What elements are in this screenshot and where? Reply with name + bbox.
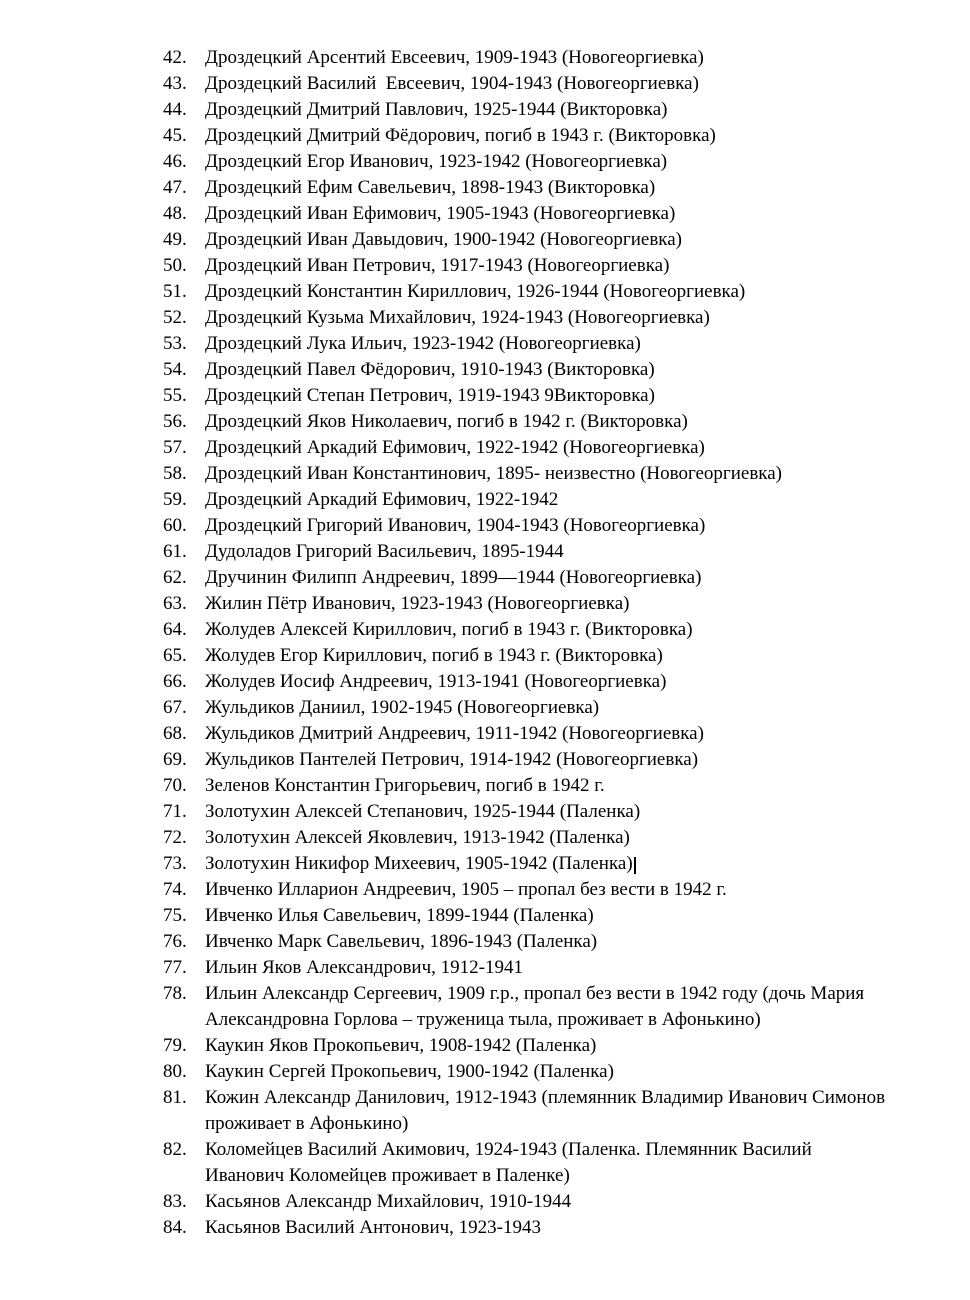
list-item-number: 54. — [163, 359, 187, 380]
list-item — [163, 1215, 915, 1241]
list-item-line — [205, 1215, 915, 1241]
list-item-line — [205, 877, 915, 903]
list-item-line-text: Дроздецкий Константин Кириллович, 1926-1944 (Новогеоргиевка) — [205, 281, 746, 302]
list-item — [163, 565, 915, 591]
list-item-number: 58. — [163, 463, 187, 484]
list-item-text — [205, 799, 915, 825]
list-item — [163, 981, 915, 1033]
list-item-line-text: Зеленов Константин Григорьевич, погиб в 1942 г. — [205, 775, 605, 796]
list-item — [163, 201, 915, 227]
list-item — [163, 825, 915, 851]
list-item-line — [205, 461, 915, 487]
list-item-line-text: Дроздецкий Василий Евсеевич, 1904-1943 (Новогеоргиевка) — [205, 73, 699, 94]
list-item-line-text: Дроздецкий Ефим Савельевич, 1898-1943 (Викторовка) — [205, 177, 656, 198]
list-item-line-text: Золотухин Алексей Степанович, 1925-1944 (Паленка) — [205, 801, 641, 822]
list-item-line-text: Ивченко Марк Савельевич, 1896-1943 (Паленка) — [205, 931, 598, 952]
list-item-text — [205, 695, 915, 721]
list-item-line — [205, 331, 915, 357]
list-item-text — [205, 721, 915, 747]
list-item-number: 62. — [163, 567, 187, 588]
list-item-text — [205, 1059, 915, 1085]
list-item-line-text: Дроздецкий Лука Ильич, 1923-1942 (Новогеоргиевка) — [205, 333, 641, 354]
list-item-line-text: Коломейцев Василий Акимович, 1924-1943 (Паленка. Племянник Василий — [205, 1139, 812, 1160]
list-item-text — [205, 851, 915, 877]
list-item-line — [205, 305, 915, 331]
list-item-number: 42. — [163, 47, 187, 68]
list-item-line-text: Жилин Пётр Иванович, 1923-1943 (Новогеоргиевка) — [205, 593, 630, 614]
list-item — [163, 1137, 915, 1189]
list-item — [163, 175, 915, 201]
list-item-line-text: Жульдиков Дмитрий Андреевич, 1911-1942 (Новогеоргиевка) — [205, 723, 704, 744]
list-item-line — [205, 565, 915, 591]
list-item — [163, 747, 915, 773]
list-item-text — [205, 747, 915, 773]
list-item — [163, 929, 915, 955]
list-item-text — [205, 565, 915, 591]
list-item-text — [205, 903, 915, 929]
list-item-line — [205, 45, 915, 71]
list-item — [163, 123, 915, 149]
list-item-line — [205, 643, 915, 669]
list-item-line — [205, 201, 915, 227]
list-item-line — [205, 227, 915, 253]
list-item-line — [205, 773, 915, 799]
list-item-line — [205, 617, 915, 643]
list-item-line-text: Каукин Яков Прокопьевич, 1908-1942 (Паленка) — [205, 1035, 597, 1056]
list-item-line-text: Дроздецкий Аркадий Ефимович, 1922-1942 — [205, 489, 559, 510]
list-item — [163, 695, 915, 721]
list-item-line-text: Дроздецкий Степан Петрович, 1919-1943 9Викторовка) — [205, 385, 655, 406]
list-item-number: 72. — [163, 827, 187, 848]
list-item-number: 80. — [163, 1061, 187, 1082]
list-item-line — [205, 1137, 915, 1163]
list-item-text — [205, 305, 915, 331]
list-item-line-text: Каукин Сергей Прокопьевич, 1900-1942 (Паленка) — [205, 1061, 614, 1082]
list-item-line-text: Дроздецкий Арсентий Евсеевич, 1909-1943 (Новогеоргиевка) — [205, 47, 704, 68]
list-item-line — [205, 513, 915, 539]
list-item-text — [205, 201, 915, 227]
list-item — [163, 721, 915, 747]
list-item-number: 78. — [163, 983, 187, 1004]
list-item-text — [205, 929, 915, 955]
list-item-number: 67. — [163, 697, 187, 718]
list-item-text — [205, 357, 915, 383]
list-item-text — [205, 331, 915, 357]
list-item-line-text: Ильин Яков Александрович, 1912-1941 — [205, 957, 523, 978]
list-item-number: 83. — [163, 1191, 187, 1212]
list-item-line-text: Дроздецкий Аркадий Ефимович, 1922-1942 (Новогеоргиевка) — [205, 437, 705, 458]
list-item-line-text: Жульдиков Даниил, 1902-1945 (Новогеоргиевка) — [205, 697, 600, 718]
list-item-text — [205, 1189, 915, 1215]
list-item-line — [205, 1111, 915, 1137]
list-item-number: 73. — [163, 853, 187, 874]
list-item-number: 51. — [163, 281, 187, 302]
list-item-line-text: Дроздецкий Яков Николаевич, погиб в 1942 г. (Викторовка) — [205, 411, 688, 432]
list-item — [163, 955, 915, 981]
list-item — [163, 1189, 915, 1215]
list-item-text — [205, 643, 915, 669]
list-item-line — [205, 357, 915, 383]
list-item — [163, 877, 915, 903]
list-item — [163, 45, 915, 71]
list-item-line-text: Ивченко Илларион Андреевич, 1905 – пропал без вести в 1942 г. — [205, 879, 727, 900]
list-item-line — [205, 695, 915, 721]
list-item-number: 74. — [163, 879, 187, 900]
list-item-line-text: Золотухин Алексей Яковлевич, 1913-1942 (Паленка) — [205, 827, 630, 848]
list-item-text — [205, 539, 915, 565]
list-item-number: 84. — [163, 1217, 187, 1238]
list-item-line — [205, 539, 915, 565]
list-item-line-text: Касьянов Василий Антонович, 1923-1943 — [205, 1217, 541, 1238]
list-item-line-text: Дроздецкий Кузьма Михайлович, 1924-1943 (Новогеоргиевка) — [205, 307, 710, 328]
list-item-number: 43. — [163, 73, 187, 94]
list-item-number: 76. — [163, 931, 187, 952]
list-item-line — [205, 799, 915, 825]
list-item — [163, 1059, 915, 1085]
list-item-line — [205, 929, 915, 955]
list-item-text — [205, 461, 915, 487]
list-item-number: 65. — [163, 645, 187, 666]
list-item — [163, 461, 915, 487]
list-item — [163, 1033, 915, 1059]
list-item-line — [205, 1007, 915, 1033]
list-item-text — [205, 1215, 915, 1241]
list-item-line — [205, 435, 915, 461]
list-item-line-text: Дроздецкий Иван Ефимович, 1905-1943 (Новогеоргиевка) — [205, 203, 676, 224]
list-item-text — [205, 877, 915, 903]
list-item-line-text: Дроздецкий Дмитрий Фёдорович, погиб в 1943 г. (Викторовка) — [205, 125, 716, 146]
list-item-line — [205, 487, 915, 513]
list-item-number: 47. — [163, 177, 187, 198]
list-item — [163, 383, 915, 409]
list-item-number: 60. — [163, 515, 187, 536]
list-item-line-text: Золотухин Никифор Михеевич, 1905-1942 (Паленка) — [205, 853, 633, 874]
list-item-line — [205, 591, 915, 617]
list-item-line-text: Дроздецкий Григорий Иванович, 1904-1943 (Новогеоргиевка) — [205, 515, 706, 536]
list-item-number: 59. — [163, 489, 187, 510]
list-item-number: 64. — [163, 619, 187, 640]
list-item-line — [205, 279, 915, 305]
list-item-number: 55. — [163, 385, 187, 406]
list-item — [163, 227, 915, 253]
list-item-line — [205, 669, 915, 695]
list-item-line-text: Дроздецкий Иван Константинович, 1895- неизвестно (Новогеоргиевка) — [205, 463, 783, 484]
list-item-text — [205, 1033, 915, 1059]
list-item-line — [205, 1059, 915, 1085]
list-item — [163, 331, 915, 357]
list-item — [163, 409, 915, 435]
list-item-line — [205, 1033, 915, 1059]
list-item-line-text: Жолудев Егор Кириллович, погиб в 1943 г. (Викторовка) — [205, 645, 663, 666]
list-item-number: 61. — [163, 541, 187, 562]
list-item — [163, 617, 915, 643]
list-item-number: 46. — [163, 151, 187, 172]
memorial-list — [163, 45, 915, 1241]
list-item-line — [205, 747, 915, 773]
list-item-line-text: Жульдиков Пантелей Петрович, 1914-1942 (Новогеоргиевка) — [205, 749, 699, 770]
list-item-number: 56. — [163, 411, 187, 432]
list-item-line-text: Дроздецкий Дмитрий Павлович, 1925-1944 (Викторовка) — [205, 99, 668, 120]
list-item-number: 49. — [163, 229, 187, 250]
list-item-text — [205, 825, 915, 851]
list-item — [163, 643, 915, 669]
list-item-line-text: Дроздецкий Иван Давыдович, 1900-1942 (Новогеоргиевка) — [205, 229, 683, 250]
list-item-number: 79. — [163, 1035, 187, 1056]
list-item-text — [205, 487, 915, 513]
list-item-number: 69. — [163, 749, 187, 770]
list-item-text — [205, 71, 915, 97]
list-item — [163, 669, 915, 695]
list-item-text — [205, 97, 915, 123]
list-item — [163, 253, 915, 279]
list-item-line — [205, 981, 915, 1007]
list-item-text — [205, 123, 915, 149]
list-item-line-text: Касьянов Александр Михайлович, 1910-1944 — [205, 1191, 572, 1212]
list-item — [163, 149, 915, 175]
list-item-text — [205, 149, 915, 175]
list-item-line — [205, 175, 915, 201]
list-item-number: 82. — [163, 1139, 187, 1160]
list-item-line — [205, 1163, 915, 1189]
list-item-line-text: Дручинин Филипп Андреевич, 1899—1944 (Новогеоргиевка) — [205, 567, 702, 588]
list-item-number: 75. — [163, 905, 187, 926]
list-item — [163, 357, 915, 383]
list-item-line-text: Ивченко Илья Савельевич, 1899-1944 (Паленка) — [205, 905, 594, 926]
list-item-text — [205, 955, 915, 981]
list-item-line — [205, 409, 915, 435]
list-item — [163, 487, 915, 513]
list-item-line — [205, 851, 915, 877]
text-cursor — [634, 857, 636, 874]
list-item — [163, 71, 915, 97]
list-item-line — [205, 123, 915, 149]
list-item-line — [205, 955, 915, 981]
list-item-line — [205, 149, 915, 175]
list-item-line — [205, 1085, 915, 1111]
list-item-number: 50. — [163, 255, 187, 276]
list-item-number: 45. — [163, 125, 187, 146]
list-item-line-text: Александровна Горлова – труженица тыла, проживает в Афонькино) — [205, 1009, 761, 1030]
list-item-line — [205, 721, 915, 747]
list-item — [163, 539, 915, 565]
list-item-number: 70. — [163, 775, 187, 796]
list-item — [163, 279, 915, 305]
list-item-number: 66. — [163, 671, 187, 692]
list-item-number: 52. — [163, 307, 187, 328]
list-item-text — [205, 1137, 915, 1189]
list-item-text — [205, 981, 915, 1033]
list-item-line-text: проживает в Афонькино) — [205, 1113, 409, 1134]
list-item-text — [205, 591, 915, 617]
list-item-line-text: Дроздецкий Иван Петрович, 1917-1943 (Новогеоргиевка) — [205, 255, 670, 276]
list-item-text — [205, 617, 915, 643]
list-item-line-text: Жолудев Иосиф Андреевич, 1913-1941 (Новогеоргиевка) — [205, 671, 667, 692]
list-item-number: 53. — [163, 333, 187, 354]
list-item-number: 71. — [163, 801, 187, 822]
list-item-line-text: Дроздецкий Павел Фёдорович, 1910-1943 (Викторовка) — [205, 359, 655, 380]
list-item-number: 57. — [163, 437, 187, 458]
list-item-text — [205, 175, 915, 201]
list-item-line — [205, 97, 915, 123]
list-item — [163, 97, 915, 123]
list-item-text — [205, 773, 915, 799]
list-item-text — [205, 409, 915, 435]
list-item — [163, 799, 915, 825]
list-item-text — [205, 1085, 915, 1137]
list-item-line-text: Кожин Александр Данилович, 1912-1943 (племянник Владимир Иванович Симонов — [205, 1087, 886, 1108]
list-item-text — [205, 45, 915, 71]
list-item-number: 44. — [163, 99, 187, 120]
list-item — [163, 1085, 915, 1137]
list-item-line-text: Дроздецкий Егор Иванович, 1923-1942 (Новогеоргиевка) — [205, 151, 668, 172]
list-item — [163, 513, 915, 539]
list-item — [163, 591, 915, 617]
list-item-number: 48. — [163, 203, 187, 224]
list-item-number: 68. — [163, 723, 187, 744]
list-item-text — [205, 435, 915, 461]
list-item-line — [205, 253, 915, 279]
list-item-line-text: Дудоладов Григорий Васильевич, 1895-1944 — [205, 541, 564, 562]
list-item-line — [205, 825, 915, 851]
list-item-text — [205, 513, 915, 539]
list-item — [163, 903, 915, 929]
list-item — [163, 435, 915, 461]
list-item-number: 81. — [163, 1087, 187, 1108]
list-item-line-text: Ильин Александр Сергеевич, 1909 г.р., пропал без вести в 1942 году (дочь Мария — [205, 983, 865, 1004]
list-item-number: 77. — [163, 957, 187, 978]
list-item-line — [205, 1189, 915, 1215]
list-item — [163, 305, 915, 331]
list-item-line-text: Иванович Коломейцев проживает в Паленке) — [205, 1165, 570, 1186]
list-item-text — [205, 279, 915, 305]
list-item-text — [205, 253, 915, 279]
list-item-number: 63. — [163, 593, 187, 614]
list-item-text — [205, 383, 915, 409]
list-item-line — [205, 71, 915, 97]
list-item-line — [205, 383, 915, 409]
list-item-text — [205, 669, 915, 695]
list-item-text — [205, 227, 915, 253]
list-item — [163, 773, 915, 799]
list-item — [163, 851, 915, 877]
list-item-line — [205, 903, 915, 929]
list-item-line-text: Жолудев Алексей Кириллович, погиб в 1943 г. (Викторовка) — [205, 619, 693, 640]
